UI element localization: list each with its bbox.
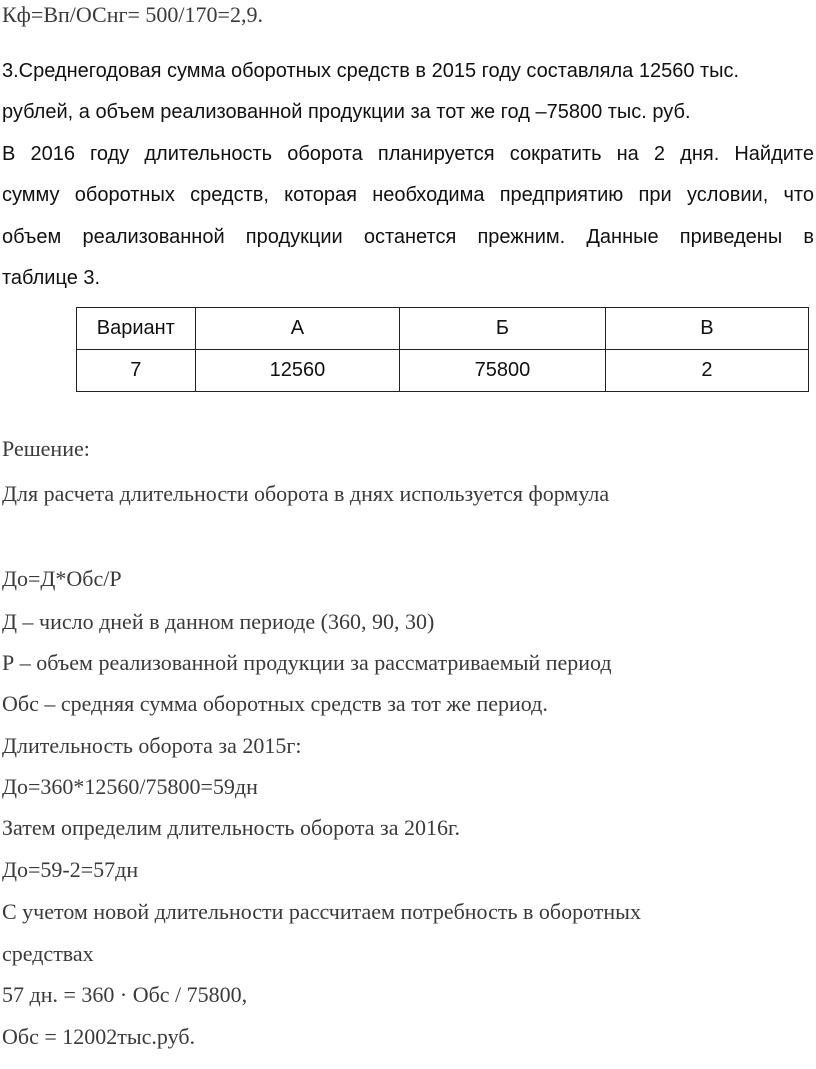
formula-line: 57 дн. = 360 · Обс / 75800, <box>2 982 248 1007</box>
solution-heading: Решение: <box>2 436 90 461</box>
solution-line: Длительность оборота за 2015г: <box>2 733 302 758</box>
table-header-cell: Вариант <box>77 308 196 350</box>
table-cell: 12560 <box>195 350 400 392</box>
solution-line: С учетом новой длительности рассчитаем потребность в оборотных <box>2 899 641 924</box>
table-header-cell: В <box>605 308 808 350</box>
table-cell: 2 <box>605 350 808 392</box>
solution-line: средствах <box>2 941 94 966</box>
solution-line: Для расчета длительности оборота в днях используется формула <box>2 481 610 506</box>
top-formula: Кф=Вп/ОСнг= 500/170=2,9. <box>2 2 263 27</box>
task-line: объем реализованной продукции останется прежним. Данные приведены в <box>2 226 814 248</box>
solution-line: Обс – средняя сумма оборотных средств за тот же период. <box>2 691 548 716</box>
table-header-cell: Б <box>400 308 606 350</box>
solution-line: Р – объем реализованной продукции за рассматриваемый период <box>2 650 612 675</box>
task-line: В 2016 году длительность оборота планируется сократить на 2 дня. Найдите <box>2 143 814 165</box>
formula-line: До=360*12560/75800=59дн <box>2 774 258 799</box>
table-header-cell: А <box>195 308 400 350</box>
data-table <box>76 307 809 392</box>
task-line: сумму оборотных средств, которая необходима предприятию при условии, что <box>2 184 814 206</box>
table-cell: 75800 <box>400 350 606 392</box>
formula-line: До=Д*Обс/Р <box>2 566 122 591</box>
result-line: Обс = 12002тыс.руб. <box>2 1024 196 1049</box>
solution-line: Затем определим длительность оборота за 2016г. <box>2 815 461 840</box>
solution-line: Д – число дней в данном периоде (360, 90, 30) <box>2 609 435 634</box>
formula-line: До=59-2=57дн <box>2 857 139 882</box>
task-line: 3.Среднегодовая сумма оборотных средств в 2015 году составляла 12560 тыс. <box>2 60 740 82</box>
table-row <box>77 350 809 392</box>
task-line: таблице 3. <box>2 267 101 289</box>
table-header-row <box>77 308 809 350</box>
task-line: рублей, а объем реализованной продукции за тот же год –75800 тыс. руб. <box>2 101 691 123</box>
table-cell: 7 <box>77 350 196 392</box>
